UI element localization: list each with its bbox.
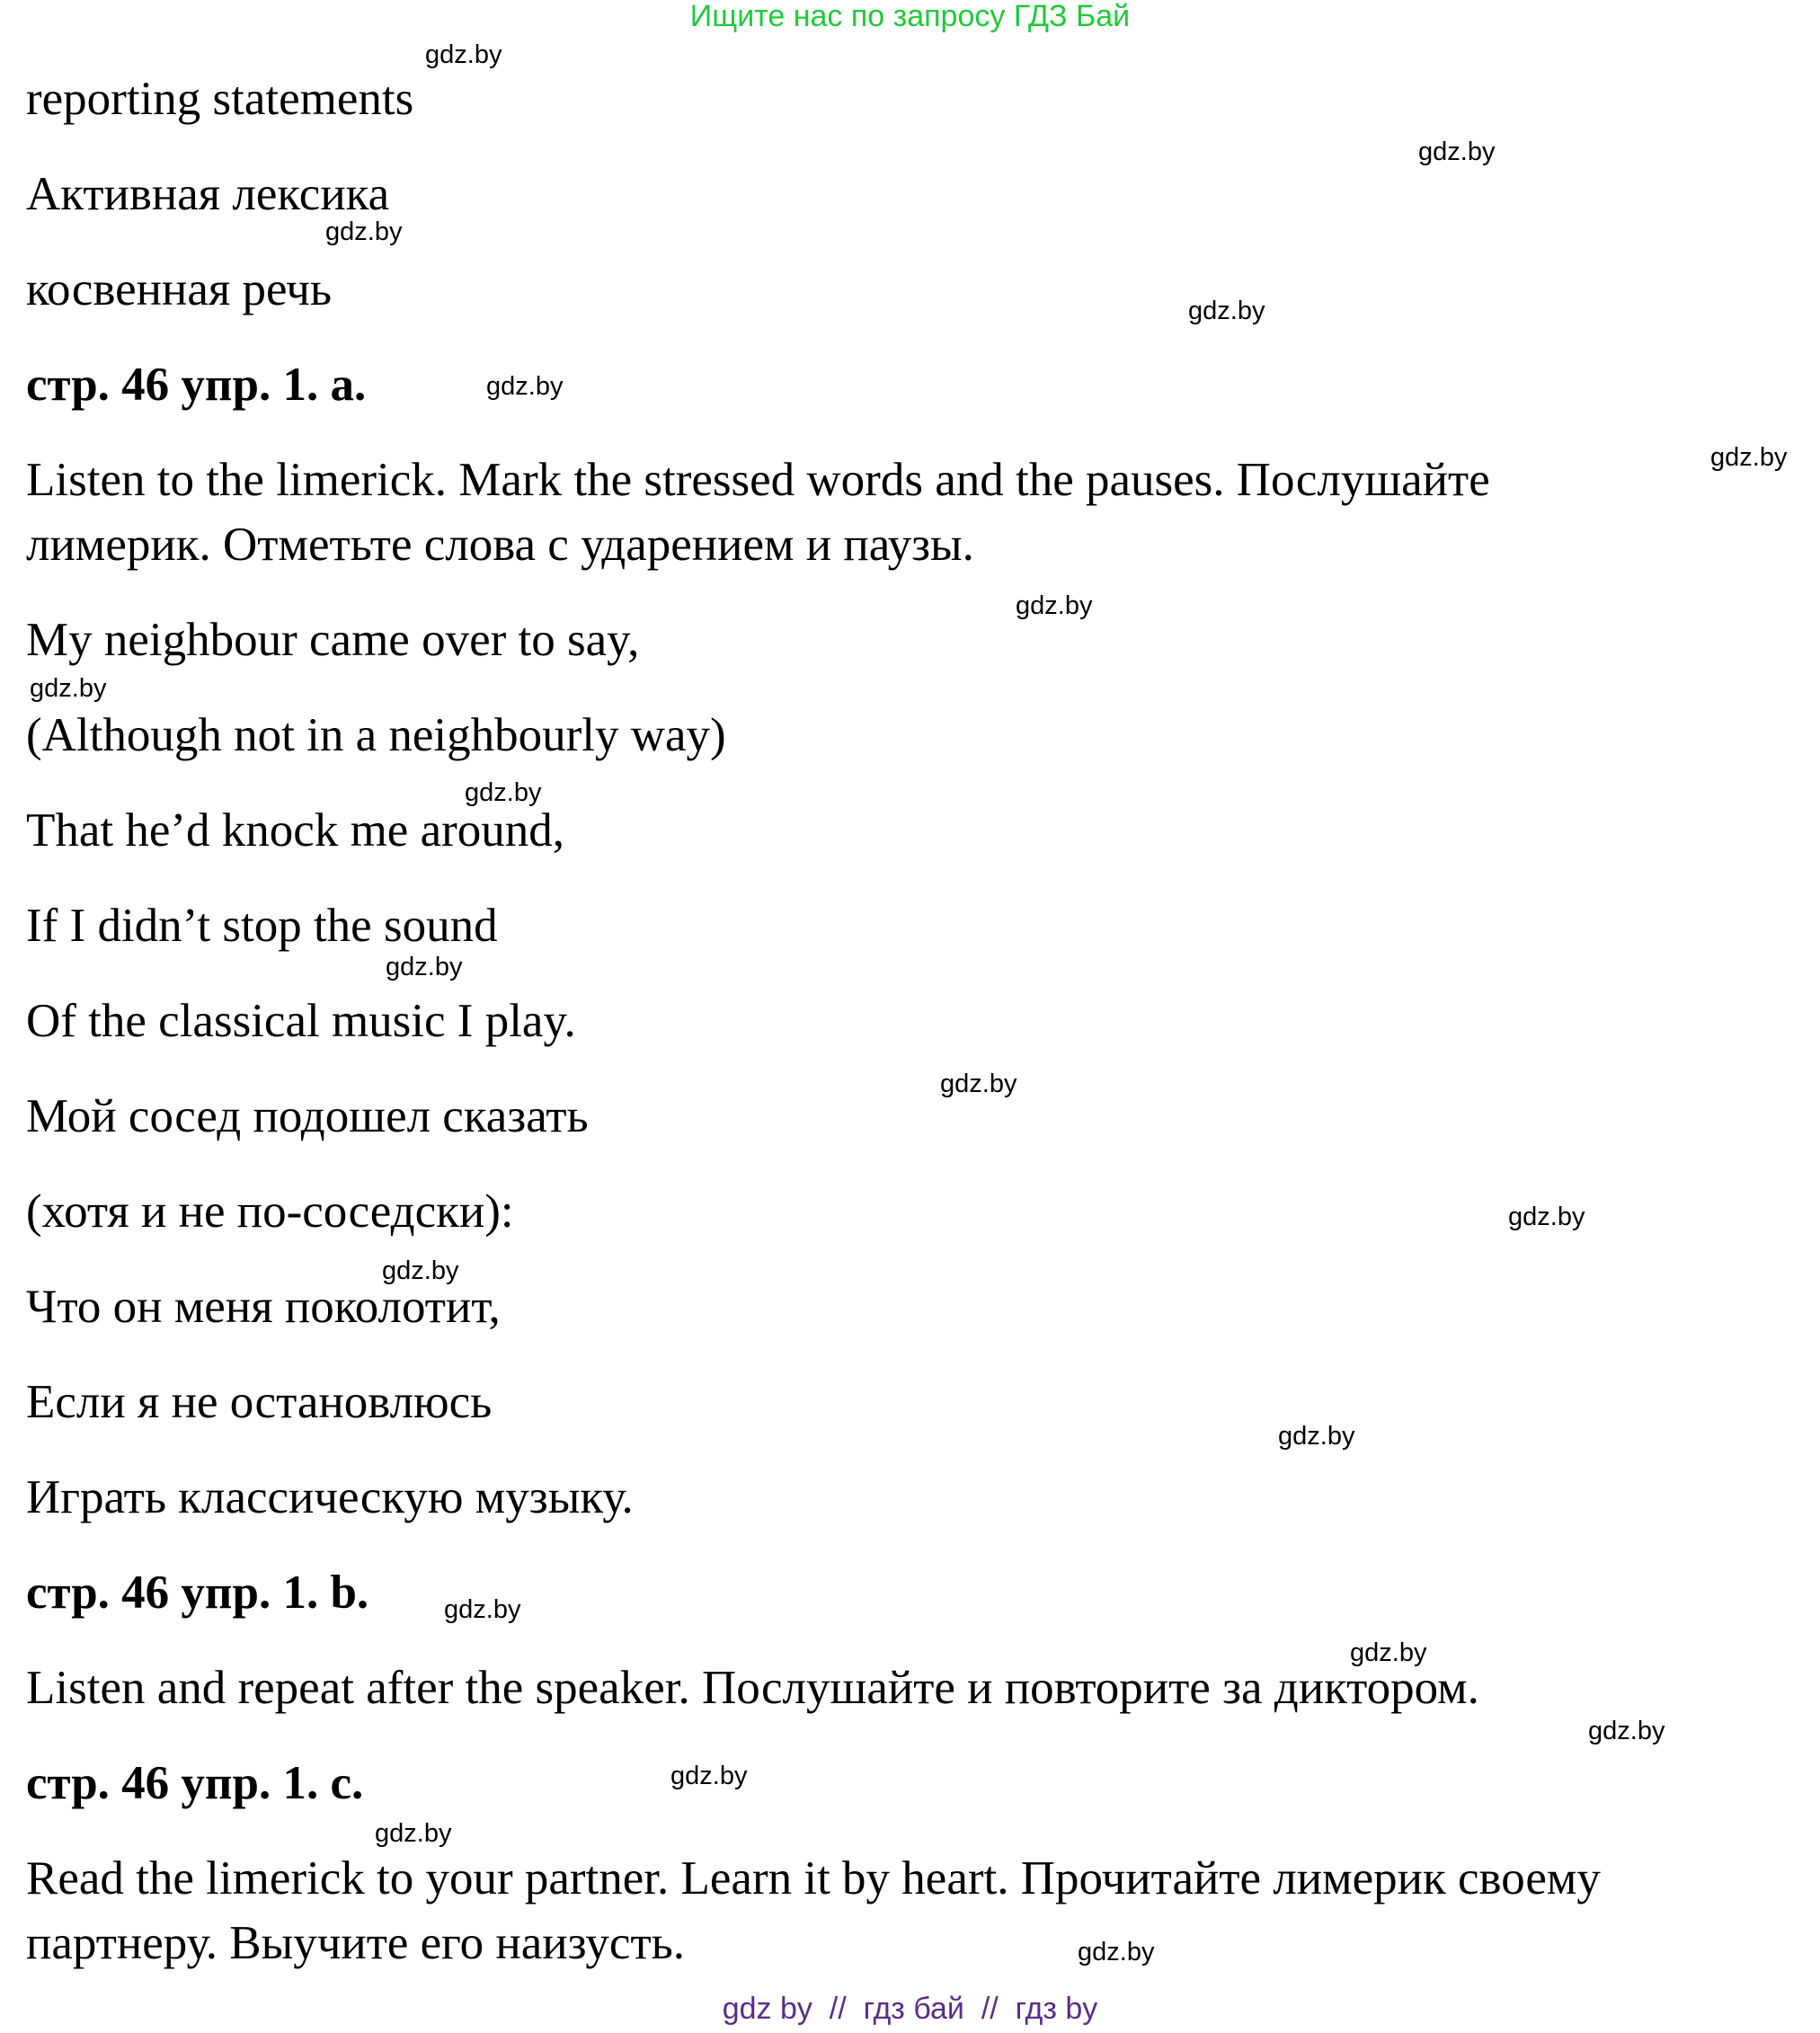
exercise-heading-1b: стр. 46 упр. 1. b.: [26, 1567, 369, 1619]
watermark: gdz.by: [1508, 1203, 1585, 1231]
exercise-heading-1c: стр. 46 упр. 1. c.: [26, 1757, 364, 1809]
watermark: gdz.by: [486, 372, 564, 401]
watermark: gdz.by: [325, 218, 403, 246]
limerick-line-5: Of the classical music I play.: [26, 995, 576, 1047]
watermark: gdz.by: [444, 1595, 521, 1624]
limerick-line-4: If I didn’t stop the sound: [26, 900, 498, 952]
watermark: gdz.by: [1278, 1422, 1355, 1451]
exercise-heading-1a: стр. 46 упр. 1. a.: [26, 359, 367, 411]
watermark: gdz.by: [382, 1256, 459, 1285]
footer-note: gdz by // гдз бай // гдз by: [722, 1992, 1098, 2026]
watermark: gdz.by: [1418, 138, 1496, 166]
instruction-1c-line-1: Read the limerick to your partner. Learn it by heart. Прочитайте лимерик своему: [26, 1852, 1601, 1904]
watermark: gdz.by: [30, 674, 107, 703]
watermark: gdz.by: [375, 1819, 452, 1848]
watermark: gdz.by: [1710, 443, 1788, 472]
translation-line-4: Если я не остановлюсь: [26, 1376, 493, 1428]
instruction-1a-line-2: лимерик. Отметьте слова с ударением и паузы.: [26, 519, 974, 571]
watermark: gdz.by: [1188, 297, 1265, 325]
translation-line-5: Играть классическую музыку.: [26, 1471, 634, 1523]
watermark: gdz.by: [1016, 591, 1093, 620]
translation-line-3: Что он меня поколотит,: [26, 1281, 501, 1333]
translation-line-1: Мой сосед подошел сказать: [26, 1090, 589, 1142]
instruction-1c-line-2: партнеру. Выучите его наизусть.: [26, 1917, 686, 1969]
instruction-1a-line-1: Listen to the limerick. Mark the stressed words and the pauses. Послушайте: [26, 454, 1490, 506]
watermark: gdz.by: [386, 953, 463, 981]
watermark: gdz.by: [425, 40, 502, 69]
watermark: gdz.by: [670, 1762, 748, 1790]
limerick-line-2: (Although not in a neighbourly way): [26, 709, 726, 761]
watermark: gdz.by: [1078, 1938, 1155, 1966]
watermark: gdz.by: [940, 1070, 1017, 1098]
watermark: gdz.by: [1350, 1638, 1427, 1667]
watermark: gdz.by: [1588, 1717, 1665, 1745]
limerick-line-3: That he’d knock me around,: [26, 804, 564, 857]
watermark: gdz.by: [465, 778, 542, 807]
text-line-topic: reporting statements: [26, 73, 414, 125]
instruction-1b: Listen and repeat after the speaker. Послушайте и повторите за диктором.: [26, 1662, 1479, 1714]
limerick-line-1: My neighbour came over to say,: [26, 614, 640, 666]
text-line-vocab-heading: Активная лексика: [26, 168, 390, 220]
header-note: Ищите нас по запросу ГДЗ Бай: [689, 0, 1131, 33]
translation-line-2: (хотя и не по-соседски):: [26, 1185, 514, 1238]
text-line-vocab-item: косвенная речь: [26, 263, 333, 315]
